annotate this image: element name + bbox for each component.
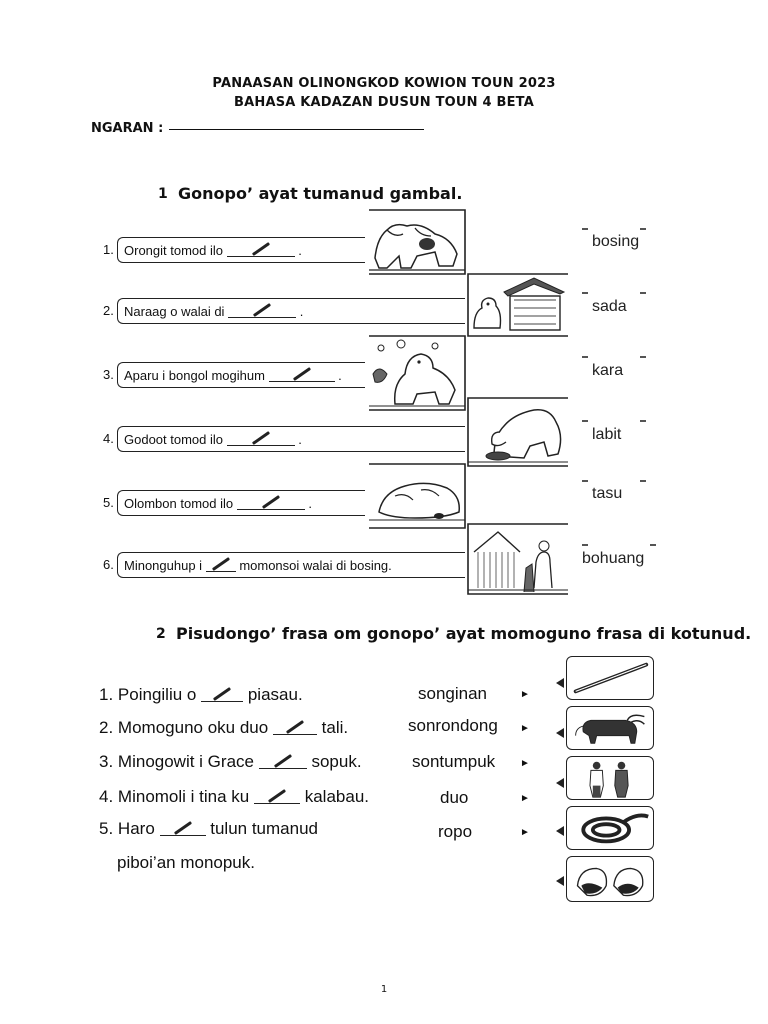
s2-question-1: 1. Poingiliu o piasau. bbox=[99, 685, 303, 704]
pencil-icon bbox=[212, 557, 230, 571]
answer-blank[interactable] bbox=[228, 303, 296, 318]
s1-question-1: Orongit tomod ilo . bbox=[117, 237, 365, 263]
s1-word-5: tasu bbox=[592, 485, 623, 502]
s2-question-2: 2. Momoguno oku duo tali. bbox=[99, 718, 349, 737]
page-number: 1 bbox=[380, 984, 388, 995]
s2-word-2: sonrondong bbox=[408, 716, 498, 735]
section1-number: 1 bbox=[158, 186, 168, 202]
s2-question-4: 4. Minomoli i tina ku kalabau. bbox=[99, 787, 369, 806]
pair-of-birds-picture bbox=[566, 856, 654, 902]
s1-q3-number: 3. bbox=[103, 367, 114, 382]
s1-word-1: bosing bbox=[592, 233, 640, 250]
s1-q2-number: 2. bbox=[103, 303, 114, 318]
answer-blank[interactable] bbox=[160, 821, 206, 836]
section2-number: 2 bbox=[156, 626, 166, 642]
s2-word-1: songinan bbox=[418, 684, 488, 703]
answer-blank[interactable] bbox=[273, 720, 317, 735]
s1-question-2: Naraag o walai di . bbox=[117, 298, 465, 324]
pencil-icon bbox=[252, 431, 270, 445]
pencil-icon bbox=[268, 789, 286, 803]
arrow-right-icon: ► bbox=[520, 827, 530, 838]
answer-blank[interactable] bbox=[227, 242, 295, 257]
section1-title: Gonopo’ ayat tumanud gambal. bbox=[178, 184, 463, 203]
s1-word-6: bohuang bbox=[582, 550, 645, 567]
arrow-right-icon: ► bbox=[520, 758, 530, 769]
section2-title: Pisudongo’ frasa om gonopo’ ayat momoguno frasa di kotunud. bbox=[176, 624, 752, 643]
s1-question-5: Olombon tomod ilo . bbox=[117, 490, 365, 516]
s2-word-4: duo bbox=[440, 788, 469, 807]
dog-bowing-picture bbox=[365, 208, 470, 276]
worksheet-subtitle: BAHASA KADAZAN DUSUN TOUN 4 BETA bbox=[234, 95, 534, 110]
people-building-house-picture bbox=[464, 522, 572, 596]
answer-blank[interactable] bbox=[269, 367, 335, 382]
pencil-icon bbox=[213, 687, 231, 701]
answer-blank[interactable] bbox=[201, 687, 243, 702]
blowpipe-picture bbox=[566, 656, 654, 700]
answer-blank[interactable] bbox=[206, 557, 236, 572]
s2-question-5: 5. Haro tulun tumanud bbox=[99, 819, 318, 838]
pencil-icon bbox=[274, 754, 292, 768]
s1-q6-number: 6. bbox=[103, 557, 114, 572]
arrow-right-icon: ► bbox=[520, 793, 530, 804]
answer-blank[interactable] bbox=[237, 495, 305, 510]
coiled-rope-picture bbox=[566, 806, 654, 850]
pencil-icon bbox=[252, 242, 270, 256]
arrow-right-icon: ► bbox=[520, 723, 530, 734]
s1-question-3: Aparu i bongol mogihum . bbox=[117, 362, 365, 388]
s1-q1-number: 1. bbox=[103, 242, 114, 257]
dog-smelling-picture bbox=[365, 334, 470, 412]
s1-q5-number: 5. bbox=[103, 495, 114, 510]
pencil-icon bbox=[292, 367, 310, 381]
answer-blank[interactable] bbox=[259, 754, 307, 769]
pencil-icon bbox=[286, 720, 304, 734]
dog-kennel-picture bbox=[464, 272, 572, 338]
answer-blank[interactable] bbox=[254, 789, 300, 804]
s1-question-6: Minonguhup i momonsoi walai di bosing. bbox=[117, 552, 465, 578]
dog-bowl-picture bbox=[464, 396, 572, 468]
s2-question-3: 3. Minogowit i Grace sopuk. bbox=[99, 752, 362, 771]
s1-word-4: labit bbox=[592, 426, 622, 443]
worksheet-title: PANAASAN OLINONGKOD KOWION TOUN 2023 bbox=[212, 76, 556, 91]
pencil-icon bbox=[253, 303, 271, 317]
s2-word-5: ropo bbox=[438, 822, 473, 841]
name-label: NGARAN : bbox=[91, 121, 164, 136]
two-people-picture bbox=[566, 756, 654, 800]
pencil-icon bbox=[173, 821, 191, 835]
answer-blank[interactable] bbox=[227, 431, 295, 446]
buffalo-picture bbox=[566, 706, 654, 750]
pencil-icon bbox=[262, 495, 280, 509]
s1-word-2: sada bbox=[592, 298, 627, 315]
dog-sleeping-picture bbox=[365, 462, 470, 530]
s1-q4-number: 4. bbox=[103, 431, 114, 446]
s1-question-4: Godoot tomod ilo . bbox=[117, 426, 465, 452]
s2-question-5-line2: piboi’an monopuk. bbox=[117, 853, 255, 872]
name-blank-line[interactable] bbox=[169, 129, 424, 130]
s1-word-3: kara bbox=[592, 362, 624, 379]
s2-word-3: sontumpuk bbox=[412, 752, 496, 771]
arrow-right-icon: ► bbox=[520, 689, 530, 700]
name-field[interactable] bbox=[91, 121, 424, 136]
